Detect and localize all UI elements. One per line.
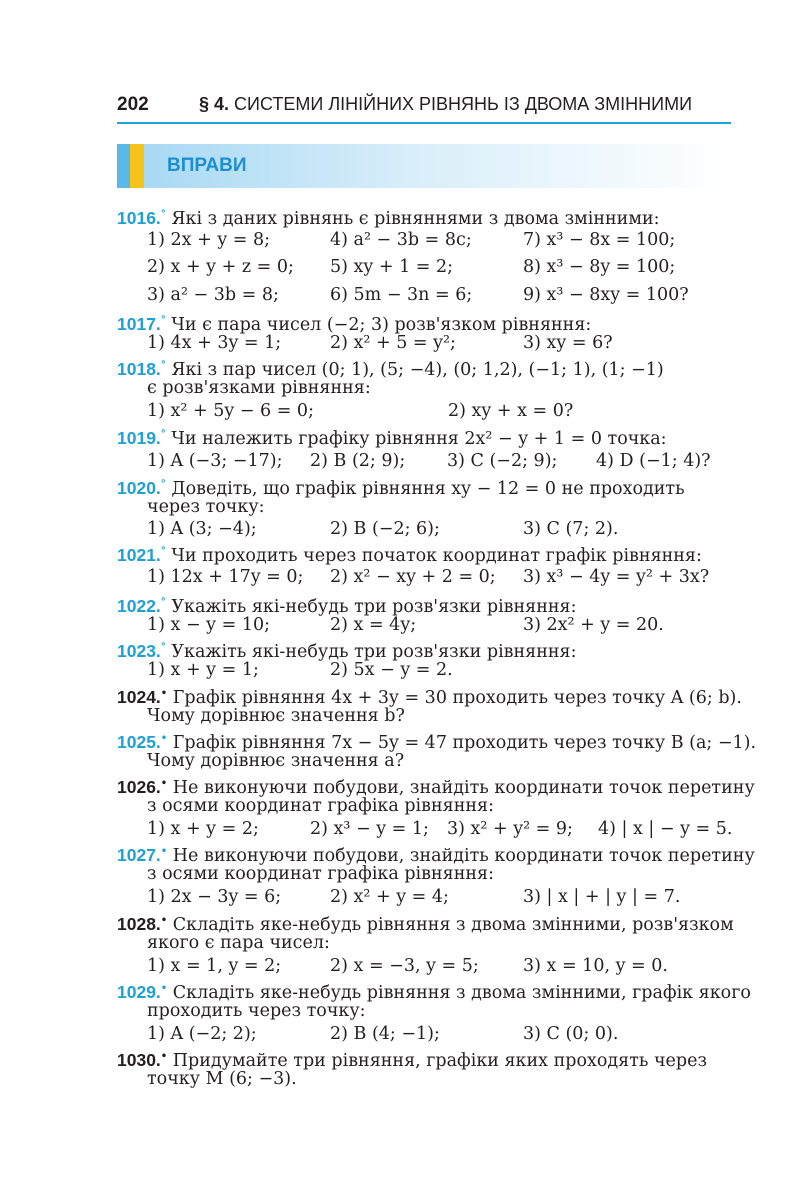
exercise-number: 1016. [117,207,161,228]
item: 2) x³ − y = 1; [310,819,429,839]
item: 2) x² + 5 = y²; [330,333,456,353]
difficulty-mark: ° [160,546,166,557]
exercise-1025-text-cont: Чому дорівнює значення a? [147,751,405,771]
item: 1) x² + 5y − 6 = 0; [147,401,314,421]
exercise-number: 1030. [117,1049,161,1070]
exercise-number: 1028. [117,913,161,934]
item: 2) x = −3, y = 5; [330,956,479,976]
item: 1) A (3; −4); [147,519,257,539]
item: 2) B (4; −1); [330,1024,440,1044]
exercise-number: 1017. [117,313,161,334]
exercise-text: Придумайте три рівняння, графіки яких проходять через [172,1050,708,1071]
exercise-1028-text-cont: якого є пара чисел: [147,933,330,953]
item: 2) x + y + z = 0; [147,257,294,277]
item: 3) xy = 6? [523,333,613,353]
exercise-1029-text-cont: проходить через точку: [147,1001,366,1021]
exercise-text: Які з пар чисел (0; 1), (5; −4), (0; 1,2), (−1; 1), (1; −1) [171,359,664,380]
difficulty-mark: • [160,733,168,744]
exercise-text: Не виконуючи побудови, знайдіть координати точок перетину [172,845,755,866]
difficulty-mark: ° [160,597,166,608]
exercise-text: Укажіть які-небудь три розв'язки рівняння: [171,641,577,662]
section-symbol: § 4. [199,94,230,114]
item: 3) | x | + | y | = 7. [523,887,681,907]
item: 1) 4x + 3y = 1; [147,333,282,353]
exercise-number: 1021. [117,544,161,565]
item: 3) C (0; 0). [523,1024,619,1044]
item: 3) x = 10, y = 0. [523,956,668,976]
exercise-text: Чи проходить через початок координат графік рівняння: [171,545,702,566]
item: 3) C (7; 2). [523,519,619,539]
difficulty-mark: • [160,915,168,926]
exercise-text: Складіть яке-небудь рівняння з двома змінними, розв'язком [172,914,734,935]
difficulty-mark: ° [160,209,166,220]
exercise-1018-text-cont: є розв'язками рівняння: [147,378,371,398]
difficulty-mark: ° [160,360,166,371]
exercise-text: Укажіть які-небудь три розв'язки рівняння: [171,596,577,617]
item: 2) B (−2; 6); [330,519,440,539]
exercise-number: 1027. [117,844,161,865]
item: 3) x³ − 4y = y² + 3x? [523,567,710,587]
exercise-1030-text-cont: точку M (6; −3). [147,1069,297,1089]
item: 1) 2x + y = 8; [147,230,271,250]
section-title-text: СИСТЕМИ ЛІНІЙНИХ РІВНЯНЬ ІЗ ДВОМА ЗМІННИМИ [234,94,693,114]
exercise-number: 1022. [117,595,161,616]
exercise-1027-text-cont: з осями координат графіка рівняння: [147,864,494,884]
exercise-1020-text-cont: через точку: [147,497,265,517]
difficulty-mark: ° [160,642,166,653]
exercise-text: Графік рівняння 7x − 5y = 47 проходить через точку B (a; −1). [172,732,757,753]
exercise-1024-text-cont: Чому дорівнює значення b? [147,706,405,726]
difficulty-mark: • [160,688,168,699]
exercise-text: Чи є пара чисел (−2; 3) розв'язком рівняння: [171,314,592,335]
item: 1) x + y = 2; [147,819,259,839]
exercise-1019 [117,424,667,450]
exercise-number: 1019. [117,427,161,448]
exercise-number: 1025. [117,731,161,752]
exercise-number: 1029. [117,981,161,1002]
exercise-number: 1024. [117,686,161,707]
item: 3) x² + y² = 9; [447,819,573,839]
difficulty-mark: • [160,983,168,994]
exercise-text: Доведіть, що графік рівняння xy − 12 = 0 не проходить [171,478,685,499]
exercise-number: 1018. [117,358,161,379]
exercise-number: 1020. [117,477,161,498]
difficulty-mark: • [160,1051,168,1062]
difficulty-mark: • [160,846,168,857]
item: 4) | x | − y = 5. [598,819,733,839]
difficulty-mark: ° [160,315,166,326]
item: 6) 5m − 3n = 6; [330,285,473,305]
exercise-1026-text-cont: з осями координат графіка рівняння: [147,796,494,816]
exercise-text: Графік рівняння 4x + 3y = 30 проходить через точку A (6; b). [172,687,742,708]
item: 4) D (−1; 4)? [596,451,711,471]
exercise-1021 [117,541,702,567]
item: 1) 2x − 3y = 6; [147,887,282,907]
exercise-number: 1026. [117,776,161,797]
item: 2) 5x − y = 2. [330,660,453,680]
item: 1) x = 1, y = 2; [147,956,282,976]
item: 3) 2x² + y = 20. [523,615,664,635]
item: 2) xy + x = 0? [448,401,574,421]
page-number: 202 [117,94,149,115]
item: 2) x² − xy + 2 = 0; [330,567,496,587]
exercise-1016 [117,204,660,230]
item: 1) 12x + 17y = 0; [147,567,304,587]
exercise-text: Складіть яке-небудь рівняння з двома змінними, графік якого [172,982,751,1003]
exercise-text: Чи належить графіку рівняння 2x² − y + 1 = 0 точка: [171,428,667,449]
banner-title: ВПРАВИ [167,155,247,176]
item: 1) A (−3; −17); [147,451,283,471]
item: 8) x³ − 8y = 100; [523,257,676,277]
item: 2) x² + y = 4; [330,887,449,907]
item: 4) a² − 3b = 8c; [330,230,472,250]
item: 3) a² − 3b = 8; [147,285,279,305]
item: 2) B (2; 9); [310,451,406,471]
item: 1) A (−2; 2); [147,1024,257,1044]
item: 2) x = 4y; [330,615,417,635]
exercise-number: 1023. [117,640,161,661]
exercise-text: Не виконуючи побудови, знайдіть координати точок перетину [172,777,755,798]
item: 5) xy + 1 = 2; [330,257,454,277]
difficulty-mark: • [160,778,168,789]
item: 1) x − y = 10; [147,615,271,635]
difficulty-mark: ° [160,479,166,490]
difficulty-mark: ° [160,429,166,440]
exercise-text: Які з даних рівнянь є рівняннями з двома змінними: [171,208,660,229]
item: 9) x³ − 8xy = 100? [523,285,689,305]
item: 7) x³ − 8x = 100; [523,230,676,250]
item: 3) C (−2; 9); [447,451,558,471]
item: 1) x + y = 1; [147,660,259,680]
